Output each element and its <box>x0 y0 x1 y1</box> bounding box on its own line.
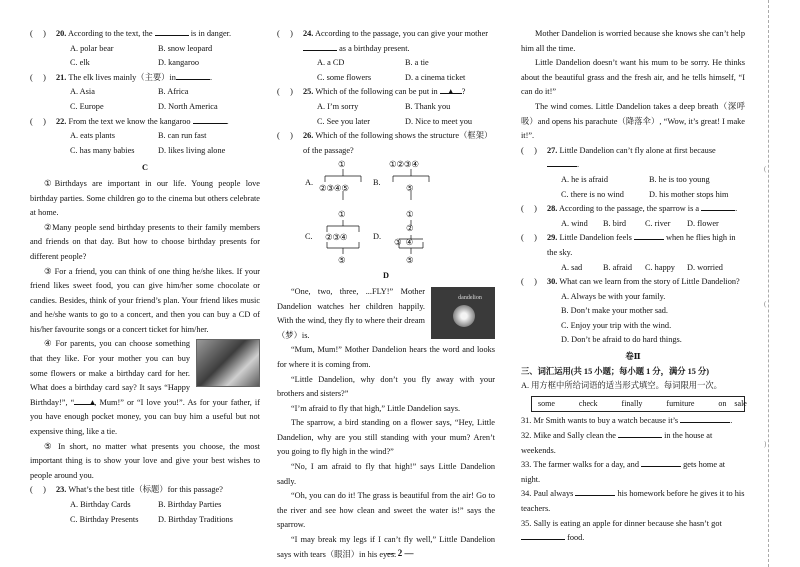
options-23 <box>30 498 260 527</box>
passage-paragraph: ②Many people send birthday presents to their family members and friends on that day. But how to choose birthday presents for different people? <box>30 222 260 261</box>
section-a-instruction: A. 用方框中所给词语的适当形式填空。每词限用一次。 <box>521 381 722 391</box>
options-22 <box>30 129 260 158</box>
question-32: 32. Mike and Sally clean the in the house at weekends. <box>521 431 713 455</box>
question-21: ( ) 21. The elk lives mainly（主要）in . <box>30 71 260 86</box>
structure-option-a[interactable]: A. <box>305 178 314 188</box>
option[interactable]: B. he is too young <box>649 174 710 184</box>
answer-bracket[interactable]: ( ) <box>521 277 537 287</box>
passage-paragraph: ①Birthdays are important in our life. Young people love birthday parties. Some children go to the cinema but others celebrate at home. <box>30 178 260 218</box>
structure-diagrams <box>305 158 495 266</box>
answer-blank[interactable] <box>641 458 681 467</box>
question-26: ( ) 26. Which of the following shows the structure（框架）of the passage? <box>277 129 495 158</box>
answer-bracket[interactable]: ( ) <box>521 204 537 214</box>
question-35: 35. Sally is eating an apple for dinner because she hasn’t got food. <box>521 518 722 543</box>
answer-bracket[interactable]: ( ) <box>521 145 537 155</box>
answer-bracket[interactable]: ( ) <box>277 87 293 97</box>
option[interactable]: B. Africa <box>158 87 189 97</box>
binding-margin-line <box>768 0 769 567</box>
option[interactable]: D. worried <box>687 262 723 272</box>
option[interactable]: D. likes living alone <box>158 145 226 155</box>
question-33: 33. The farmer walks for a day, and gets home at night. <box>521 460 726 484</box>
passage-paragraph: Mother Dandelion is worried because she knows she can’t help him all the time. <box>521 29 745 53</box>
answer-blank[interactable] <box>618 429 662 438</box>
structure-node: ⑤ <box>338 256 346 266</box>
options-25 <box>277 100 495 129</box>
option[interactable]: C. has many babies <box>70 145 135 155</box>
option[interactable]: A. he is afraid <box>561 174 608 184</box>
structure-node: ① <box>338 210 346 220</box>
option[interactable]: C. there is no wind <box>561 189 624 199</box>
gift-photo <box>196 339 260 387</box>
answer-blank[interactable] <box>176 71 210 80</box>
option[interactable]: B. Birthday Parties <box>158 500 222 509</box>
answer-blank[interactable] <box>701 202 735 211</box>
structure-node: ① <box>406 210 414 220</box>
structure-node: ① <box>338 160 346 170</box>
answer-blank[interactable] <box>521 531 565 540</box>
option[interactable]: A. eats plants <box>70 131 115 141</box>
structure-node: ②③④⑤ <box>319 184 349 194</box>
option[interactable]: A. wind <box>561 218 588 228</box>
column-right <box>521 27 745 546</box>
question-28: ( ) 28. According to the passage, the sparrow is a . <box>521 202 745 217</box>
structure-node: ⑤ <box>406 184 414 194</box>
option[interactable]: A. Birthday Cards <box>70 500 131 509</box>
option[interactable]: A. polar bear <box>70 43 114 53</box>
option[interactable]: A. sad <box>561 262 583 272</box>
column-left <box>30 27 260 527</box>
answer-bracket[interactable]: ( ) <box>30 72 46 82</box>
answer-blank[interactable] <box>575 487 615 496</box>
answer-blank[interactable]: ▲ <box>74 396 94 405</box>
answer-blank[interactable] <box>634 231 664 240</box>
structure-node: ③ ④ <box>394 238 414 248</box>
structure-node: ② <box>406 224 414 234</box>
question-29: ( ) 29. Little Dandelion feels when he flies high in the sky. <box>521 231 745 260</box>
passage-paragraph: ③ For a friend, you can think of one thing he/she likes. If your friend likes sweet food, you can give him/her some chocolate or candies. Besides, think of your friend’s plan. Your friend likes music and he/she wants to go to a concert, and then you can buy a CD of his/her favourite songs or a concert ticket for him/her. <box>30 266 260 334</box>
option[interactable]: B. Don’t make your mother sad. <box>561 306 668 316</box>
part-two-title: 卷Ⅱ <box>625 352 641 362</box>
question-22: ( ) 22. From the text we know the kangaroo . <box>30 115 260 130</box>
options-20 <box>30 42 260 71</box>
passage-paragraph: ④ For parents, you can choose something that they like. For your mother you can buy some flowers or make a birthday card for her. What does a birthday card say? It says “Happy Birthday!”, “ ▲, Mum!” or “I love you!”. As for your father, if you have enough pocket money, you can buy him a useful but not expensive thing, like a tie. <box>30 339 261 437</box>
option[interactable]: D. a cinema ticket <box>405 72 466 82</box>
options-29 <box>521 261 745 276</box>
option[interactable]: C. Birthday Presents <box>70 514 139 524</box>
option[interactable]: D. his mother stops him <box>649 189 729 199</box>
question-34: 34. Paul always his homework before he gives it to his teachers. <box>521 489 745 513</box>
answer-blank[interactable] <box>193 115 227 124</box>
options-27 <box>521 173 745 202</box>
option[interactable]: B. can run fast <box>158 131 207 141</box>
answer-blank[interactable]: ▲ <box>440 85 462 94</box>
passage-paragraph: “I may break my legs if I can’t fly well,” Little Dandelion says with tears（眼泪）in his eyes. <box>277 535 495 559</box>
option[interactable]: D. flower <box>687 218 719 228</box>
question-24: ( ) 24. According to the passage, you can give your mother as a birthday present. <box>277 27 495 56</box>
column-middle <box>277 27 495 562</box>
passage-paragraph: “Oh, you can do it! The grass is beautiful from the air! Go to the river and see how clean and sweet the water is!” says the sparrow. <box>277 491 495 530</box>
word-box: some check finally furniture on sale <box>531 396 745 413</box>
passage-paragraph: “I’m afraid to fly that high,” Little Dandelion says. <box>291 403 461 413</box>
option[interactable]: B. Thank you <box>405 101 451 111</box>
option[interactable]: C. elk <box>70 58 90 68</box>
answer-blank[interactable] <box>547 158 577 167</box>
passage-paragraph: “Little Dandelion, why don’t you fly away with your brothers and sisters?” <box>277 374 495 399</box>
answer-blank[interactable] <box>680 414 730 423</box>
option[interactable]: C. river <box>645 218 671 228</box>
page-number: — 2 — <box>386 548 414 558</box>
dandelion-seedhead <box>453 305 475 327</box>
binding-mark: ( <box>764 300 767 308</box>
option[interactable]: B. snow leopard <box>158 43 213 53</box>
question-31: 31. Mr Smith wants to buy a watch because it’s . <box>521 416 733 426</box>
passage-paragraph: “Mum, Mum!” Mother Dandelion hears the word and looks for where it is coming from. <box>277 345 495 369</box>
passage-paragraph: Little Dandelion doesn’t want his mum to be sorry. He thinks about the beautiful grass and the fresh air, and he tells himself, “I can do it!” <box>521 58 745 97</box>
answer-bracket[interactable]: ( ) <box>30 116 46 126</box>
option[interactable]: A. a CD <box>317 58 345 68</box>
structure-option-d[interactable]: D. <box>373 232 382 242</box>
option[interactable]: D. Don’t be afraid to do hard things. <box>561 335 682 345</box>
structure-node: ①②③④ <box>389 160 419 170</box>
option[interactable]: A. Asia <box>70 87 95 97</box>
options-28 <box>521 217 745 232</box>
option[interactable]: B. afraid <box>603 262 633 272</box>
option[interactable]: B. bird <box>603 218 627 228</box>
binding-mark: ) <box>764 440 767 448</box>
answer-blank[interactable] <box>303 42 337 51</box>
question-20: ( ) 20. According to the text, the is in danger. <box>30 27 260 42</box>
option[interactable]: C. happy <box>645 262 675 272</box>
answer-bracket[interactable]: ( ) <box>521 233 537 243</box>
answer-blank[interactable] <box>155 27 189 36</box>
option[interactable]: C. See you later <box>317 116 370 126</box>
question-30: ( ) 30. What can we learn from the story of Little Dandelion? <box>521 275 745 290</box>
passage-paragraph: The sparrow, a bird standing on a flower says, “Hey, Little Dandelion, why are you still standing with your mum? Aren’t you going to fly high in the wind?” <box>277 418 495 457</box>
answer-bracket[interactable]: ( ) <box>30 485 46 495</box>
answer-bracket[interactable]: ( ) <box>277 29 293 38</box>
option[interactable]: C. Europe <box>70 101 104 111</box>
option[interactable]: C. Enjoy your trip with the wind. <box>561 320 672 330</box>
option[interactable]: A. I’m sorry <box>317 101 359 111</box>
question-25: ( ) 25. Which of the following can be put in ▲ ? <box>277 85 495 100</box>
structure-node: ⑤ <box>406 256 414 266</box>
section-three-heading: 三、词汇运用(共 15 小题；每小题 1 分，满分 15 分) <box>521 366 710 376</box>
options-30 <box>521 290 745 348</box>
option[interactable]: D. Birthday Traditions <box>158 514 233 524</box>
dandelion-photo: dandelion <box>431 287 495 339</box>
option[interactable]: A. Always be with your family. <box>561 291 666 301</box>
structure-lines <box>313 158 463 266</box>
structure-option-c[interactable]: C. <box>305 232 313 242</box>
structure-option-b[interactable]: B. <box>373 178 381 188</box>
option[interactable]: D. kangaroo <box>158 58 200 68</box>
option[interactable]: D. North America <box>158 101 218 111</box>
structure-node: ②③④ <box>325 233 348 243</box>
binding-mark: ( <box>764 165 767 173</box>
section-c-title: C <box>142 163 148 173</box>
answer-bracket[interactable]: ( ) <box>30 29 46 38</box>
options-21 <box>30 85 260 114</box>
option[interactable]: C. some flowers <box>317 72 372 82</box>
passage-paragraph: dandelion “One, two, three, ...FLY!” Mother Dandelion watches her children happily. With the wind, they fly to where their dream（梦）is. <box>277 285 495 343</box>
passage-paragraph: The wind comes. Little Dandelion takes a deep breath（深呼吸）and opens his parachute（降落伞）, “Wow, it’s great! I make it!”. <box>521 101 745 141</box>
passage-paragraph: “No, I am afraid to fly that high!” says Little Dandelion sadly. <box>277 462 495 486</box>
question-23: ( ) 23. What’s the best title（标题）for this passage? <box>30 483 260 498</box>
option[interactable]: D. Nice to meet you <box>405 116 473 126</box>
passage-paragraph: ⑤ In short, no matter what presents you choose, the most important thing is to show your love and give your best wishes to people around you. <box>30 441 260 480</box>
option[interactable]: B. a tie <box>405 58 429 68</box>
section-d-title: D <box>383 271 389 281</box>
question-27: ( ) 27. Little Dandelion can’t fly alone at first because . <box>521 144 745 173</box>
answer-bracket[interactable]: ( ) <box>277 131 293 141</box>
options-24 <box>277 56 495 85</box>
